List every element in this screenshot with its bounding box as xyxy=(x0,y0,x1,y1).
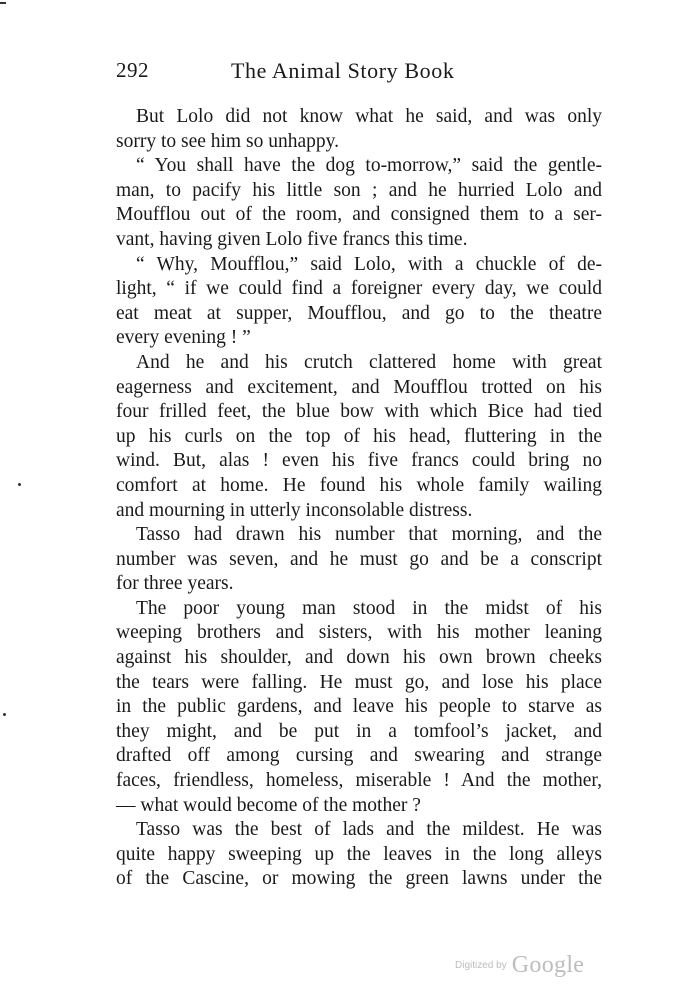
text-line: eat meat at supper, Moufflou, and go to the theatre xyxy=(116,302,602,324)
text-line: faces, friendless, homeless, miserable ! And the mother, xyxy=(116,770,602,792)
digitized-watermark xyxy=(455,952,584,979)
running-head: The Animal Story Book xyxy=(231,58,455,83)
text-line: for three years. xyxy=(116,573,234,595)
text-line: against his shoulder, and down his own brown cheeks xyxy=(116,647,602,669)
text-line: drafted off among cursing and swearing and strange xyxy=(116,745,602,767)
watermark-prefix: Digitized by xyxy=(455,960,507,971)
text-line: and mourning in utterly inconsolable distress. xyxy=(116,499,473,521)
page-number: 292 xyxy=(116,58,149,82)
text-line: Tasso had drawn his number that morning, and the xyxy=(136,524,602,546)
google-logo: Google xyxy=(511,952,585,978)
text-line: they might, and be put in a tomfool’s jacket, and xyxy=(116,720,602,742)
text-line: man, to pacify his little son ; and he hurried Lolo and xyxy=(116,179,602,201)
text-line: every evening ! ” xyxy=(116,327,251,349)
margin-speck xyxy=(3,713,6,716)
page-header xyxy=(116,58,602,88)
text-line: eagerness and excitement, and Moufflou trotted on his xyxy=(116,376,602,398)
text-line: comfort at home. He found his whole family wailing xyxy=(116,474,602,496)
text-line: of the Cascine, or mowing the green lawns under the xyxy=(116,868,602,890)
text-line: four frilled feet, the blue bow with which Bice had tied xyxy=(116,401,602,423)
margin-speck xyxy=(18,483,21,486)
text-line: “ You shall have the dog to-morrow,” said the gentle- xyxy=(136,155,602,177)
text-line: Moufflou out of the room, and consigned them to a ser- xyxy=(116,204,602,226)
text-line: But Lolo did not know what he said, and was only xyxy=(136,106,602,127)
text-line: wind. But, alas ! even his five francs could bring no xyxy=(116,450,602,472)
text-line: the tears were falling. He must go, and lose his place xyxy=(116,671,602,693)
text-line: up his curls on the top of his head, fluttering in the xyxy=(116,425,602,447)
margin-speck xyxy=(0,2,6,4)
text-line: The poor young man stood in the midst of his xyxy=(136,597,602,619)
text-line: vant, having given Lolo five francs this time. xyxy=(116,228,468,250)
text-line: weeping brothers and sisters, with his mother leaning xyxy=(116,622,602,644)
text-line: And he and his crutch clattered home with great xyxy=(136,351,602,373)
text-line: Tasso was the best of lads and the mildest. He was xyxy=(136,819,602,841)
text-line: “ Why, Moufflou,” said Lolo, with a chuckle of de- xyxy=(136,253,602,275)
text-line: — what would become of the mother ? xyxy=(116,794,421,816)
text-line: light, “ if we could find a foreigner every day, we could xyxy=(116,278,602,300)
body-text xyxy=(116,105,602,892)
text-line: sorry to see him so unhappy. xyxy=(116,130,339,152)
text-line: number was seven, and he must go and be a conscript xyxy=(116,548,602,570)
text-line: in the public gardens, and leave his people to starve as xyxy=(116,696,602,718)
text-line: quite happy sweeping up the leaves in the long alleys xyxy=(116,843,602,865)
